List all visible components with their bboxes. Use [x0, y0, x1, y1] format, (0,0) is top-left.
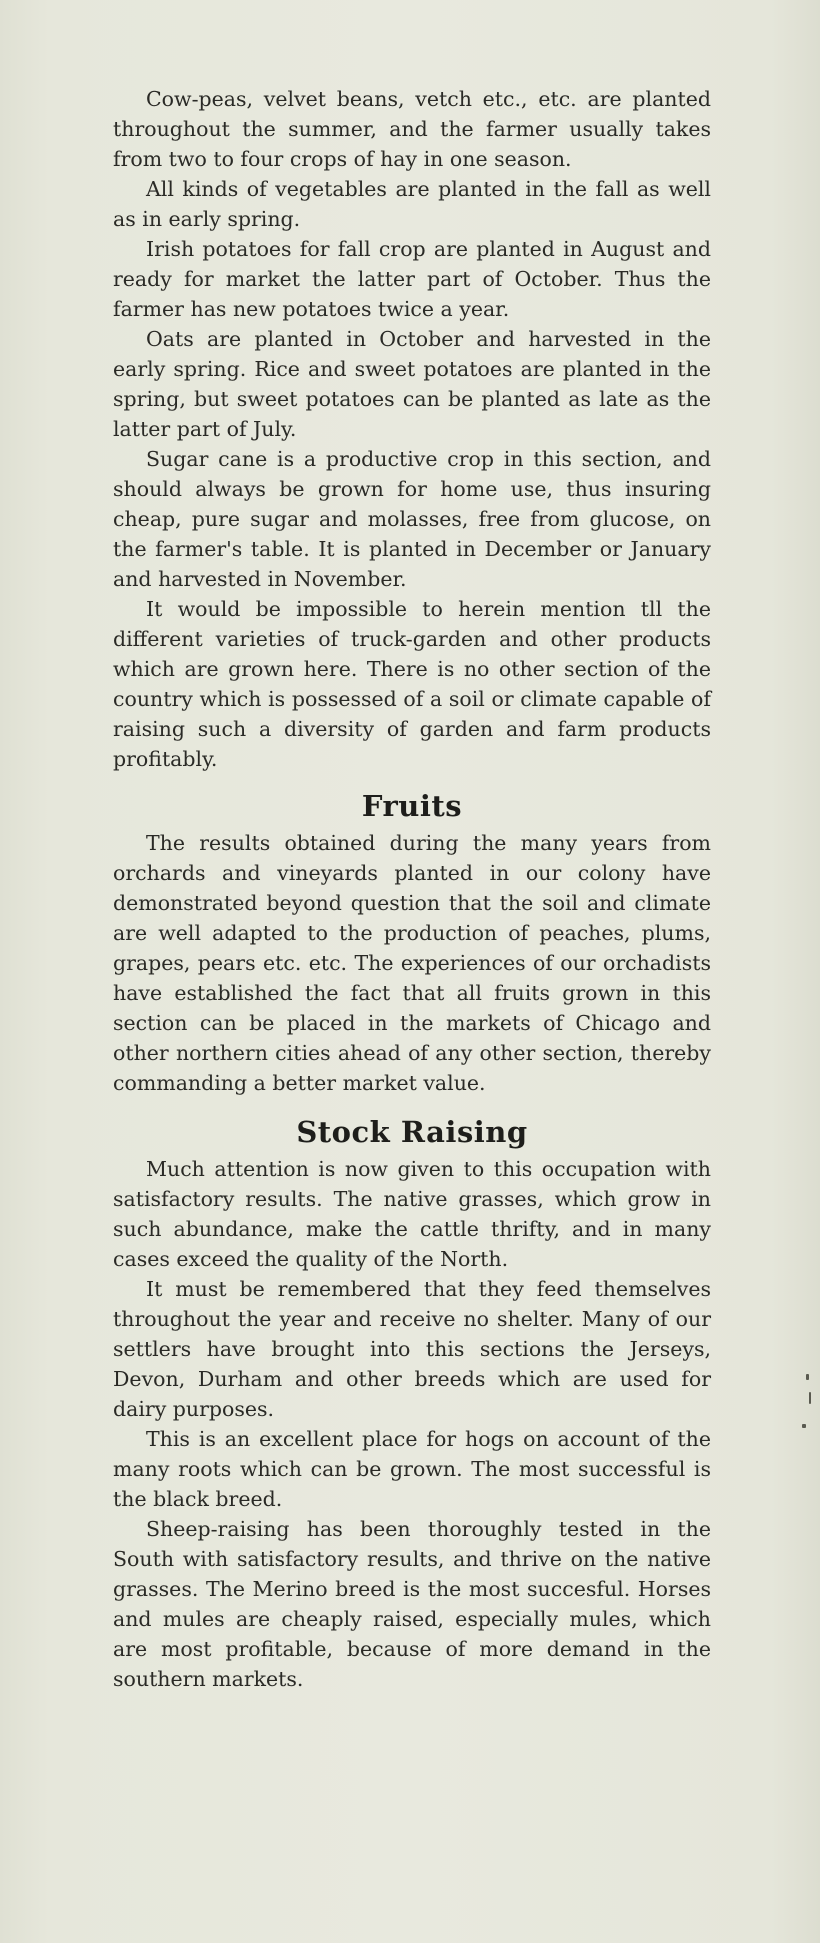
paragraph-vegetables: All kinds of vegetables are planted in the fall as well as in early spring. — [113, 177, 711, 231]
paragraph-sugar-cane: Sugar cane is a productive crop in this section, and should always be grown for home use, thus insuring cheap, pure sugar and molasses, free from glucose, on the farmer's table. It is planted in December or January and harvested in November. — [113, 447, 711, 591]
paragraph-hogs: This is an excellent place for hogs on account of the many roots which can be grown. The most successful is the black breed. — [113, 1427, 711, 1511]
paragraph-stock-shelter: It must be remembered that they feed themselves throughout the year and receive no shelter. Many of our settlers have brought into this sections the Jerseys, Devon, Durham and other breeds which are used for dairy purposes. — [113, 1277, 711, 1421]
paper-blemish — [802, 1424, 806, 1428]
paragraph-irish-potatoes: Irish potatoes for fall crop are planted in August and ready for market the latter part of October. Thus the farmer has new potatoes twice a year. — [113, 237, 711, 321]
paragraph-sheep: Sheep-raising has been thoroughly tested in the South with satisfactory results, and thrive on the native grasses. The Merino breed is the most succesful. Horses and mules are cheaply raised, especially mules, which are most profitable, because of more demand in the southern markets. — [113, 1517, 711, 1691]
heading-stock-raising: Stock Raising — [296, 1115, 528, 1149]
text-column — [113, 84, 711, 1694]
paragraph-stock-attention: Much attention is now given to this occupation with satisfactory results. The native grasses, which grow in such abundance, make the cattle thrifty, and in many cases exceed the quality of the North. — [113, 1157, 711, 1271]
paragraph-cowpeas: Cow-peas, velvet beans, vetch etc., etc. are planted throughout the summer, and the farmer usually takes from two to four crops of hay in one season. — [113, 87, 711, 171]
paragraph-varieties: It would be impossible to herein mention tll the different varieties of truck-garden and other products which are grown here. There is no other section of the country which is possessed of a soil or climate capable of raising such a diversity of garden and farm products profitably. — [113, 597, 711, 771]
paper-blemish — [806, 1374, 809, 1380]
paragraph-fruits: The results obtained during the many years from orchards and vineyards planted in our colony have demonstrated beyond question that the soil and climate are well adapted to the production of peaches, plums, grapes, pears etc. etc. The experiences of our orchadists have established the fact that all fruits grown in this section can be placed in the markets of Chicago and other northern cities ahead of any other section, thereby commanding a better market value. — [113, 831, 711, 1095]
heading-fruits: Fruits — [361, 789, 463, 823]
paragraph-oats: Oats are planted in October and harvested in the early spring. Rice and sweet potatoes are planted in the spring, but sweet potatoes can be planted as late as the latter part of July. — [113, 327, 711, 441]
paper-blemish — [809, 1392, 811, 1404]
